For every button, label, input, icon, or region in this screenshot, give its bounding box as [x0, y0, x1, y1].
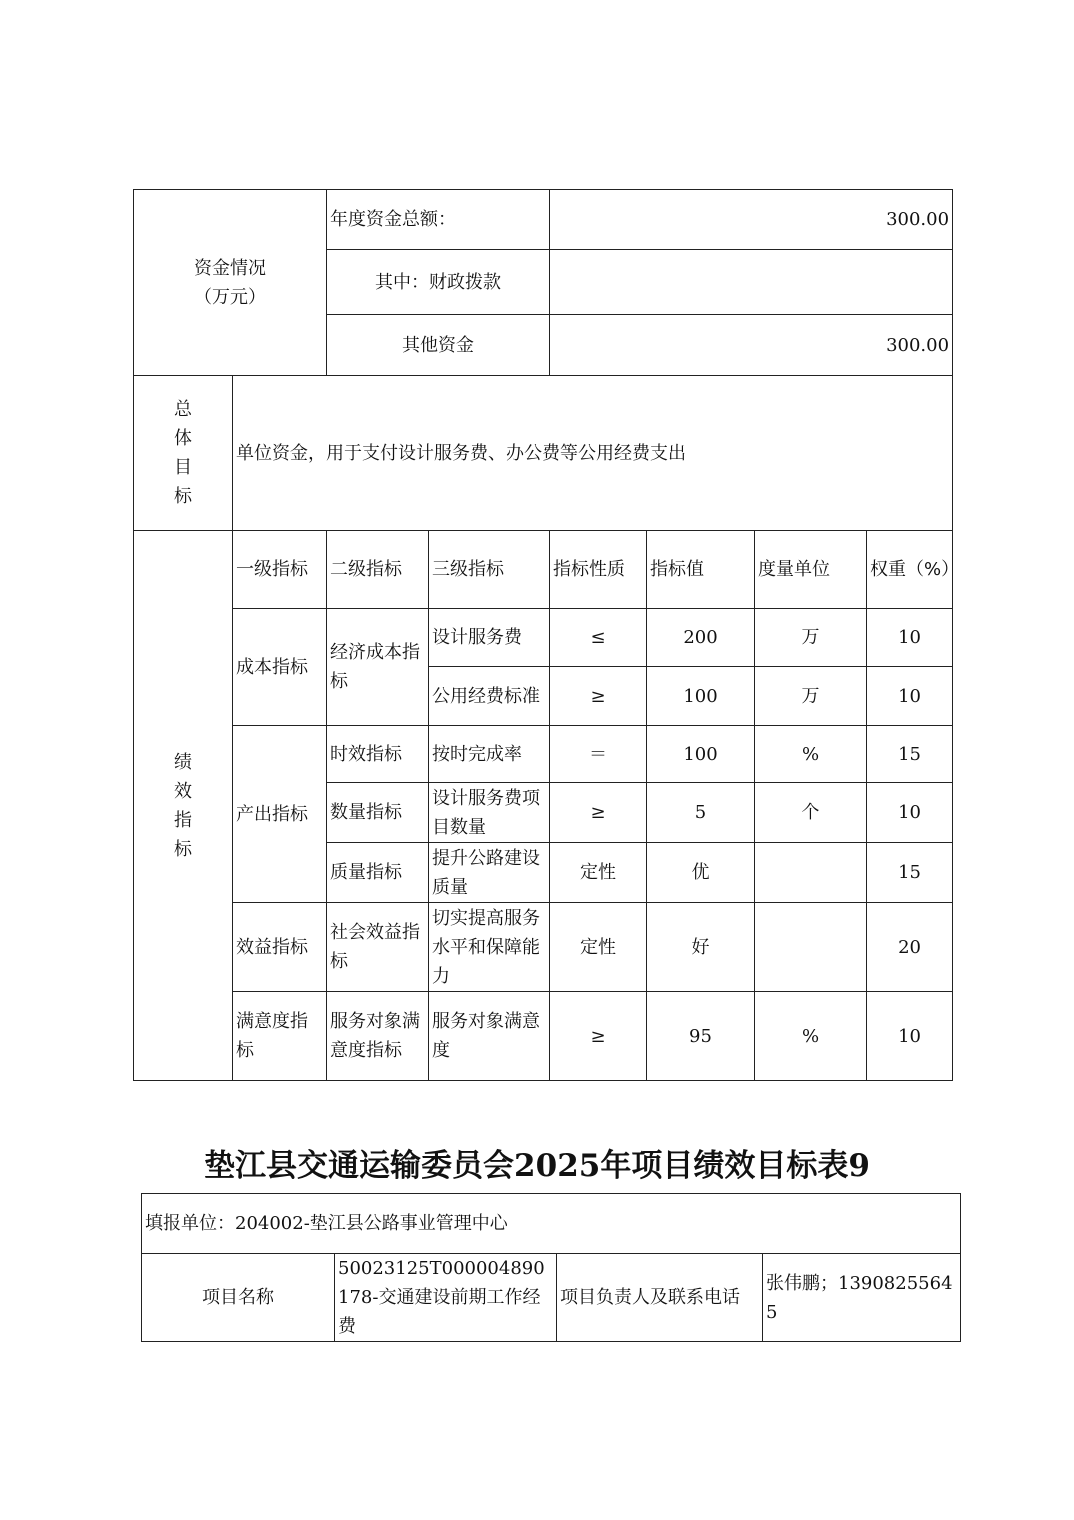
- indicator-name: 设计服务费: [429, 609, 550, 667]
- column-header: 度量单位: [755, 531, 867, 609]
- indicators-header-char: 标: [174, 838, 192, 860]
- objective-header-char: 总: [174, 399, 192, 420]
- indicator-nature: 定性: [550, 843, 647, 903]
- funds-header-label: 资金情况: [194, 257, 266, 279]
- column-header: 权重（%）: [867, 531, 953, 609]
- column-header: 一级指标: [233, 531, 327, 609]
- other-funds-value: 300.00: [550, 315, 953, 376]
- objective-text: 单位资金，用于支付设计服务费、办公费等公用经费支出: [233, 376, 953, 531]
- indicator-nature: ≥: [550, 783, 647, 843]
- indicator-weight: 15: [867, 726, 953, 783]
- objective-header-char: 目: [174, 457, 192, 478]
- indicators-header: [134, 531, 233, 1081]
- indicator-nature: ＝: [550, 726, 647, 783]
- indicator-weight: 10: [867, 667, 953, 726]
- indicator-name: 提升公路建设质量: [429, 843, 550, 903]
- indicator-unit: %: [755, 726, 867, 783]
- indicator-weight: 20: [867, 903, 953, 992]
- indicator-value: 5: [647, 783, 755, 843]
- other-funds-label: 其他资金: [327, 315, 550, 376]
- indicator-nature: ≤: [550, 609, 647, 667]
- level2-quality: 质量指标: [327, 843, 429, 903]
- indicator-value: 好: [647, 903, 755, 992]
- project-name-value: 50023125T000004890178-交通建设前期工作经费: [335, 1254, 557, 1342]
- indicator-unit: [755, 903, 867, 992]
- indicator-value: 200: [647, 609, 755, 667]
- funds-performance-table: [133, 189, 960, 1081]
- indicators-header-char: 绩: [174, 751, 192, 773]
- indicator-nature: 定性: [550, 903, 647, 992]
- column-header: 三级指标: [429, 531, 550, 609]
- project-name-label: 项目名称: [142, 1254, 335, 1342]
- reporting-unit-value: 204002-垫江县公路事业管理中心: [235, 1213, 508, 1234]
- indicator-name: 服务对象满意度: [429, 992, 550, 1081]
- indicator-name: 设计服务费项目数量: [429, 783, 550, 843]
- level2-quantity: 数量指标: [327, 783, 429, 843]
- project-info-table: [141, 1193, 961, 1342]
- project-manager-label: 项目负责人及联系电话: [557, 1254, 763, 1342]
- indicator-weight: 10: [867, 992, 953, 1081]
- objective-header-char: 标: [174, 486, 192, 507]
- indicator-name: 切实提高服务水平和保障能力: [429, 903, 550, 992]
- level1-cost: 成本指标: [233, 609, 327, 726]
- funds-header: [134, 190, 327, 376]
- indicator-nature: ≥: [550, 992, 647, 1081]
- objective-header: [134, 376, 233, 531]
- reporting-unit: [142, 1194, 961, 1254]
- indicator-unit: 万: [755, 609, 867, 667]
- indicator-value: 95: [647, 992, 755, 1081]
- indicator-value: 100: [647, 726, 755, 783]
- level2-timeliness: 时效指标: [327, 726, 429, 783]
- indicator-value: 优: [647, 843, 755, 903]
- funds-header-unit: （万元）: [194, 286, 266, 308]
- indicator-unit: [755, 843, 867, 903]
- objective-header-char: 体: [174, 428, 192, 449]
- annual-total-value: 300.00: [550, 190, 953, 250]
- column-header: 二级指标: [327, 531, 429, 609]
- indicator-unit: %: [755, 992, 867, 1081]
- indicators-header-char: 效: [174, 780, 192, 802]
- fiscal-value: [550, 250, 953, 315]
- indicator-name: 公用经费标准: [429, 667, 550, 726]
- fiscal-label: 其中：财政拨款: [327, 250, 550, 315]
- indicator-unit: 万: [755, 667, 867, 726]
- page-title: 垫江县交通运输委员会2025年项目绩效目标表9: [204, 1148, 870, 1184]
- reporting-unit-label: 填报单位：: [145, 1213, 235, 1234]
- indicator-weight: 15: [867, 843, 953, 903]
- indicator-weight: 10: [867, 783, 953, 843]
- column-header: 指标值: [647, 531, 755, 609]
- level2-social-benefit: 社会效益指标: [327, 903, 429, 992]
- level1-output: 产出指标: [233, 726, 327, 903]
- indicator-name: 按时完成率: [429, 726, 550, 783]
- level2-service-satisfaction: 服务对象满意度指标: [327, 992, 429, 1081]
- level1-satisfaction: 满意度指标: [233, 992, 327, 1081]
- indicators-header-char: 指: [174, 809, 192, 831]
- indicator-unit: 个: [755, 783, 867, 843]
- level1-benefit: 效益指标: [233, 903, 327, 992]
- project-manager-value: 张伟鹏；13908255645: [763, 1254, 961, 1342]
- indicator-nature: ≥: [550, 667, 647, 726]
- level2-economic-cost: 经济成本指标: [327, 609, 429, 726]
- indicator-weight: 10: [867, 609, 953, 667]
- annual-total-label: 年度资金总额：: [327, 190, 550, 250]
- column-header: 指标性质: [550, 531, 647, 609]
- indicator-value: 100: [647, 667, 755, 726]
